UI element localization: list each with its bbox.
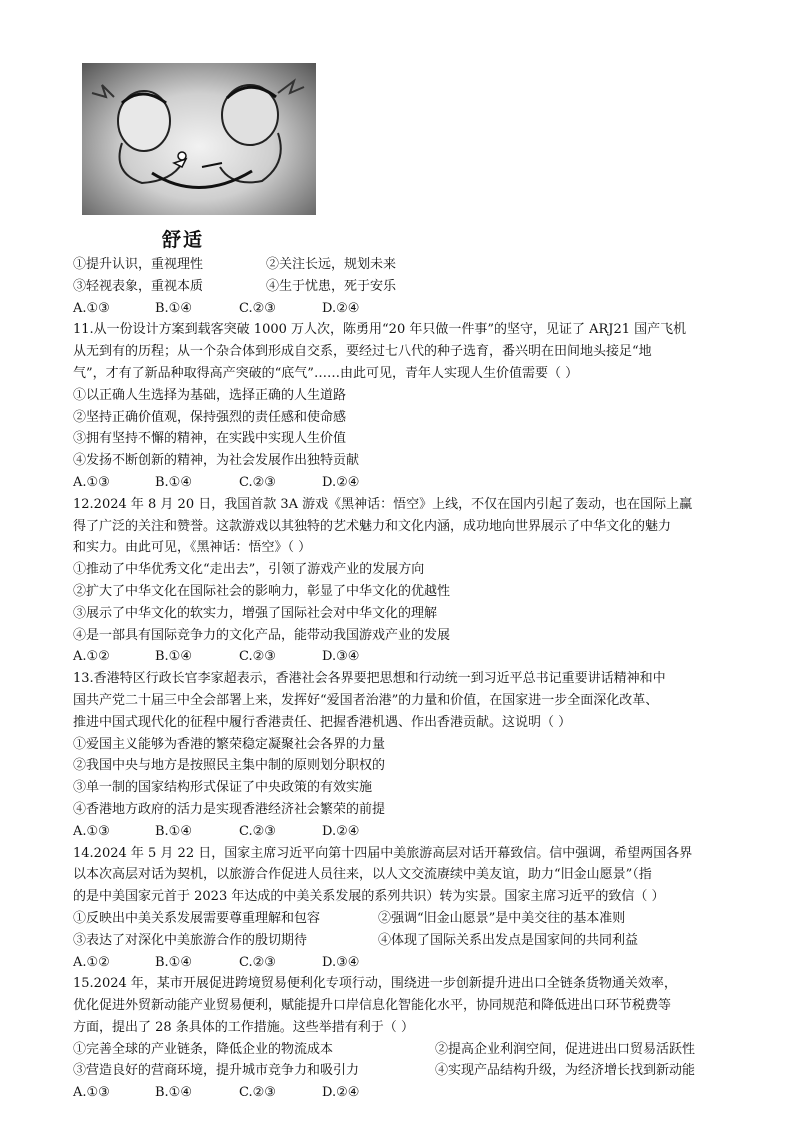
q15-answer-c: C.②③ bbox=[239, 1085, 276, 1101]
q12-stem-3: 和实力。由此可见，《黑神话：悟空》（ ） bbox=[73, 540, 312, 556]
q13-stem-3: 推进中国式现代化的征程中履行香港责任、把握香港机遇、作出香港贡献。这说明（ ） bbox=[73, 714, 572, 730]
q15-stem-3: 方面，提出了 28 条具体的工作措施。这些举措有利于（ ） bbox=[73, 1019, 414, 1035]
q15-answer-b: B.①④ bbox=[155, 1085, 192, 1101]
q12-answers bbox=[73, 646, 723, 668]
q12-stem-1: 12.2024 年 8 月 20 日，我国首款 3A 游戏《黑神话：悟空》上线，不仅在国内引起了轰动，也在国际上赢 bbox=[73, 496, 693, 512]
q15-stem-1: 15.2024 年，某市开展促进跨境贸易便利化专项行动，围绕进一步创新提升进出口全链条货物通关效率， bbox=[73, 976, 677, 992]
q14-answer-b: B.①④ bbox=[155, 954, 192, 970]
q15-option-1: ①完善全球的产业链条，降低企业的物流成本 bbox=[73, 1041, 334, 1057]
q14-answer-d: D.③④ bbox=[322, 954, 360, 970]
q10-option-3: ③轻视表象，重视本质 bbox=[73, 278, 204, 294]
q10-answer-a: A.①③ bbox=[73, 300, 110, 316]
q12-answer-d: D.③④ bbox=[322, 649, 360, 665]
q13-answers bbox=[73, 821, 723, 843]
q11-option-3: ③拥有坚持不懈的精神，在实践中实现人生价值 bbox=[73, 431, 347, 447]
q15-options-row-1 bbox=[73, 1039, 723, 1061]
q12-option-3: ③展示了中华文化的软实力，增强了国际社会对中华文化的理解 bbox=[73, 605, 438, 621]
q14-option-4: ④体现了国际关系出发点是国家间的共同利益 bbox=[378, 932, 639, 948]
q12-stem-2: 得了广泛的关注和赞誉。这款游戏以其独特的艺术魅力和文化内涵，成功地向世界展示了中华文化的魅力 bbox=[73, 518, 672, 534]
q11-answer-a: A.①③ bbox=[73, 474, 110, 490]
image-caption: 舒适 bbox=[162, 229, 205, 251]
q13-stem-1: 13.香港特区行政长官李家超表示，香港社会各界要把思想和行动统一到习近平总书记重要讲话精神和中 bbox=[73, 671, 666, 687]
q15-stem-2: 优化促进外贸新动能产业贸易便利，赋能提升口岸信息化智能化水平，协同规范和降低进出口环节税费等 bbox=[73, 998, 672, 1014]
q13-answer-c: C.②③ bbox=[239, 823, 276, 839]
q10-options-row-2 bbox=[73, 276, 723, 298]
q10-answer-b: B.①④ bbox=[155, 300, 192, 316]
q12-option-4: ④是一部具有国际竞争力的文化产品，能带动我国游戏产业的发展 bbox=[73, 627, 451, 643]
q15-option-2: ②提高企业利润空间，促进进出口贸易活跃性 bbox=[435, 1041, 696, 1057]
q13-option-2: ②我国中央与地方是按照民主集中制的原则划分职权的 bbox=[73, 758, 386, 774]
q10-option-4: ④生于忧患，死于安乐 bbox=[266, 278, 397, 294]
q10-answer-d: D.②④ bbox=[322, 300, 360, 316]
q11-stem-2: 从无到有的历程；从一个杂合体到形成自交系，要经过七八代的种子选育，番兴明在田间地头接足“地 bbox=[73, 344, 652, 360]
q13-option-3: ③单一制的国家结构形式保证了中央政策的有效实施 bbox=[73, 780, 373, 796]
q11-answer-b: B.①④ bbox=[155, 474, 192, 490]
q11-stem-1: 11.从一份设计方案到载客突破 1000 万人次，陈勇用“20 年只做一件事”的坚守，见证了 ARJ21 国产飞机 bbox=[73, 322, 687, 338]
q15-answer-d: D.②④ bbox=[322, 1085, 360, 1101]
q15-option-3: ③营造良好的营商环境，提升城市竞争力和吸引力 bbox=[73, 1063, 360, 1079]
q11-stem-3: 气”，才有了新品种取得高产突破的“底气”……由此可见，青年人实现人生价值需要（ ） bbox=[73, 365, 579, 381]
q13-option-1: ①爱国主义能够为香港的繁荣稳定凝聚社会各界的力量 bbox=[73, 736, 386, 752]
q14-options-row-1 bbox=[73, 908, 723, 930]
q11-option-4: ④发扬不断创新的精神，为社会发展作出独特贡献 bbox=[73, 453, 360, 469]
hammock-line bbox=[152, 171, 252, 188]
q14-stem-3: 的是中美国家元首于 2023 年达成的中美关系发展的系列共识）转为实景。国家主席习近平的致信（ ） bbox=[73, 889, 665, 905]
cartoon-image bbox=[82, 63, 316, 215]
small-figure-legs bbox=[202, 163, 222, 167]
questions bbox=[73, 254, 723, 1104]
right-branch bbox=[278, 81, 304, 93]
q11-option-2: ②坚持正确价值观，保持强烈的责任感和使命感 bbox=[73, 409, 347, 425]
cartoon-drawing bbox=[82, 63, 316, 215]
q14-option-2: ②强调“旧金山愿景”是中美交往的基本准则 bbox=[378, 910, 626, 926]
q12-answer-b: B.①④ bbox=[155, 649, 192, 665]
q14-answers bbox=[73, 952, 723, 974]
q15-options-row-2 bbox=[73, 1060, 723, 1082]
q13-answer-a: A.①③ bbox=[73, 823, 110, 839]
q13-answer-b: B.①④ bbox=[155, 823, 192, 839]
q11-answer-d: D.②④ bbox=[322, 474, 360, 490]
q11-answer-c: C.②③ bbox=[239, 474, 276, 490]
q11-option-1: ①以正确人生选择为基础，选择正确的人生道路 bbox=[73, 387, 347, 403]
q10-option-1: ①提升认识，重视理性 bbox=[73, 257, 204, 272]
q10-options-row-1 bbox=[73, 254, 723, 276]
q14-option-1: ①反映出中美关系发展需要尊重理解和包容 bbox=[73, 910, 321, 926]
q12-option-1: ①推动了中华优秀文化“走出去”，引领了游戏产业的发展方向 bbox=[73, 562, 425, 578]
q10-answers bbox=[73, 298, 723, 320]
q15-answers bbox=[73, 1082, 723, 1104]
q15-answer-a: A.①③ bbox=[73, 1085, 110, 1101]
q13-stem-2: 国共产党二十届三中全会部署上来，发挥好“爱国者治港”的力量和价值，在国家进一步全面深化改革、 bbox=[73, 692, 659, 708]
small-figure-head bbox=[178, 152, 186, 160]
q14-answer-c: C.②③ bbox=[239, 954, 276, 970]
q12-option-2: ②扩大了中华文化在国际社会的影响力，彰显了中华文化的优越性 bbox=[73, 583, 451, 599]
q14-options-row-2 bbox=[73, 930, 723, 952]
q12-answer-a: A.①② bbox=[73, 649, 110, 665]
q12-answer-c: C.②③ bbox=[239, 649, 276, 665]
q13-answer-d: D.②④ bbox=[322, 823, 360, 839]
left-branch bbox=[92, 85, 114, 97]
q13-option-4: ④香港地方政府的活力是实现香港经济社会繁荣的前提 bbox=[73, 801, 386, 817]
q14-stem-2: 以本次高层对话为契机，以旅游合作促进人员往来，以人文交流赓续中美友谊，助力“旧金山愿景”（指 bbox=[73, 867, 652, 883]
q14-answer-a: A.①② bbox=[73, 954, 110, 970]
q10-answer-c: C.②③ bbox=[239, 300, 276, 316]
q11-answers bbox=[73, 472, 723, 494]
q14-stem-1: 14.2024 年 5 月 22 日，国家主席习近平向第十四届中美旅游高层对话开幕致信。信中强调，希望两国各界 bbox=[73, 845, 693, 861]
q15-option-4: ④实现产品结构升级，为经济增长找到新动能 bbox=[435, 1063, 696, 1079]
q14-option-3: ③表达了对深化中美旅游合作的殷切期待 bbox=[73, 932, 308, 948]
q10-option-2: ②关注长远，规划未来 bbox=[266, 257, 397, 272]
